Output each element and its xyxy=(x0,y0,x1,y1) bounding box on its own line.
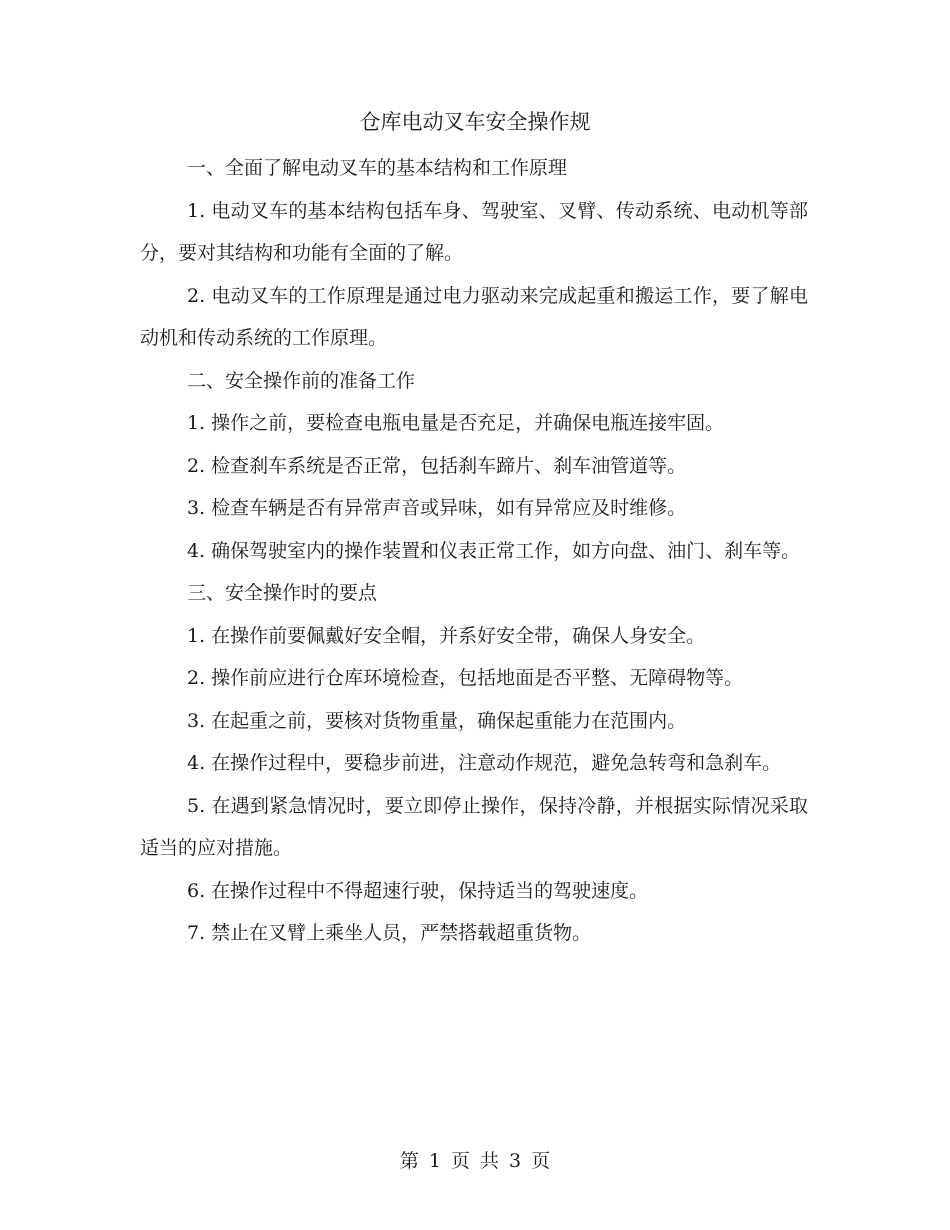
paragraph: 2. 检查刹车系统是否正常，包括刹车蹄片、刹车油管道等。 xyxy=(187,454,687,477)
document-title: 仓库电动叉车安全操作规 xyxy=(359,110,591,134)
section-heading-1: 一、全面了解电动叉车的基本结构和工作原理 xyxy=(187,157,568,179)
paragraph: 7. 禁止在叉臂上乘坐人员，严禁搭载超重货物。 xyxy=(187,922,592,944)
section-heading-3: 三、安全操作时的要点 xyxy=(187,582,378,604)
paragraph: 6. 在操作过程中不得超速行驶，保持适当的驾驶速度。 xyxy=(187,879,649,902)
paragraph: 3. 检查车辆是否有异常声音或异味，如有异常应及时维修。 xyxy=(187,497,687,519)
paragraph: 1. 操作之前，要检查电瓶电量是否充足，并确保电瓶连接牢固。 xyxy=(187,412,725,434)
paragraph: 1. 在操作前要佩戴好安全帽，并系好安全带，确保人身安全。 xyxy=(187,624,706,647)
page-number-footer: 第 1 页 共 3 页 xyxy=(399,1150,551,1172)
paragraph: 2. 电动叉车的工作原理是通过电力驱动来完成起重和搬运工作，要了解电动机和传动系统的工作原理。 xyxy=(140,284,808,349)
paragraph: 4. 确保驾驶室内的操作装置和仪表正常工作，如方向盘、油门、刹车等。 xyxy=(187,539,801,562)
paragraph: 2. 操作前应进行仓库环境检查，包括地面是否平整、无障碍物等。 xyxy=(187,667,744,689)
document-body xyxy=(140,147,808,955)
paragraph: 1. 电动叉车的基本结构包括车身、驾驶室、叉臂、传动系统、电动机等部分，要对其结构和功能有全面的了解。 xyxy=(140,199,808,264)
paragraph: 4. 在操作过程中，要稳步前进，注意动作规范，避免急转弯和急刹车。 xyxy=(187,752,782,774)
paragraph: 3. 在起重之前，要核对货物重量，确保起重能力在范围内。 xyxy=(187,709,687,732)
section-heading-2: 二、安全操作前的准备工作 xyxy=(187,369,416,392)
paragraph: 5. 在遇到紧急情况时，要立即停止操作，保持冷静，并根据实际情况采取适当的应对措施。 xyxy=(140,794,808,859)
